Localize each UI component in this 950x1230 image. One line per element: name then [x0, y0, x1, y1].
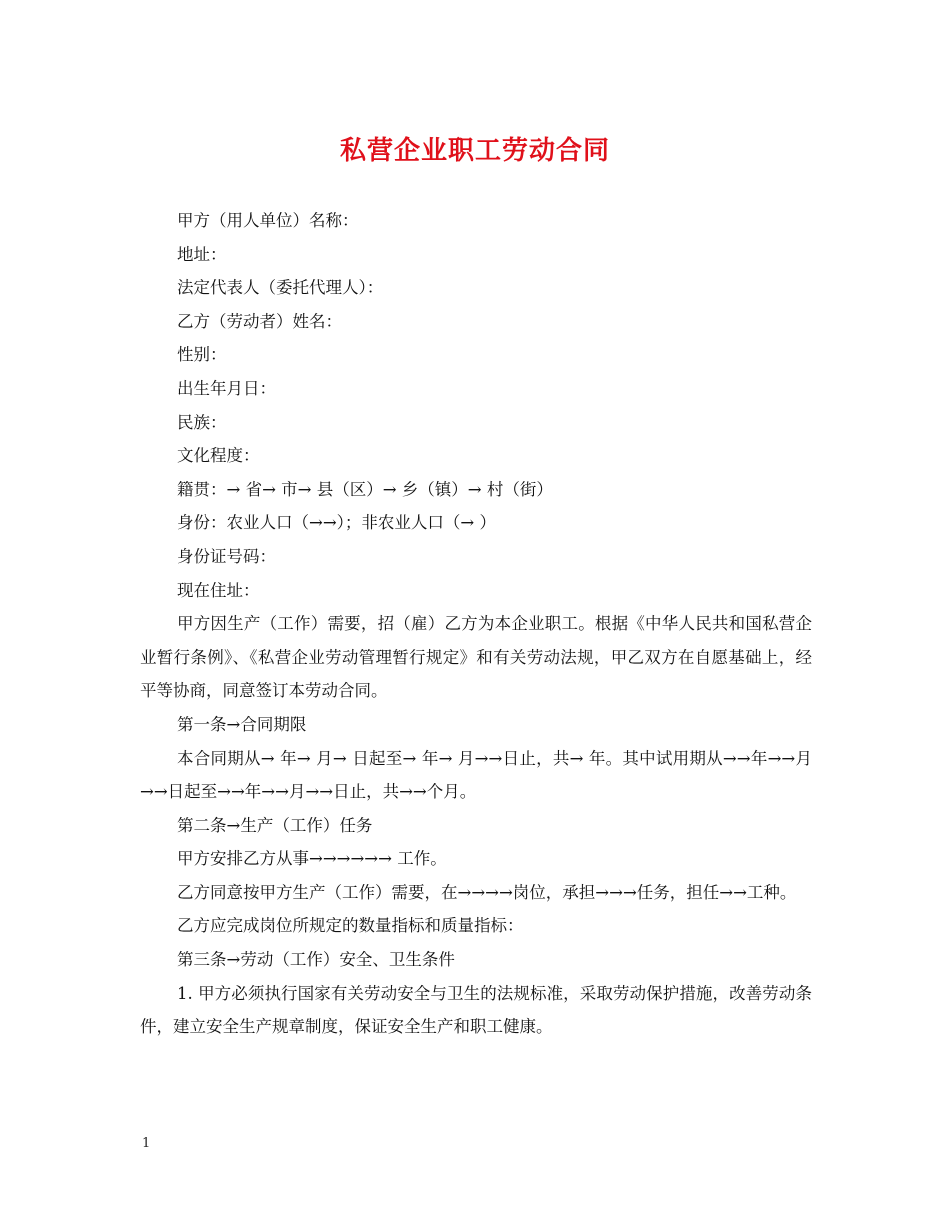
field-legal-representative: 法定代表人（委托代理人）：: [177, 278, 384, 298]
field-ethnicity: 民族：: [177, 412, 227, 432]
field-employee-name: 乙方（劳动者）姓名：: [177, 311, 342, 331]
field-identity: 身份：农业人口（→→）；非农业人口（→ ）: [177, 513, 496, 533]
article-2-heading: 第二条→生产（工作）任务: [177, 815, 373, 835]
field-gender: 性别：: [177, 345, 227, 365]
document-title: 私营企业职工劳动合同: [339, 136, 610, 166]
article-2-text-3: 乙方应完成岗位所规定的数量指标和质量指标：: [177, 916, 524, 936]
article-2-text-2: 乙方同意按甲方生产（工作）需要，在→→→→岗位，承担→→→任务，担任→→工种。: [177, 882, 797, 902]
field-employer-name: 甲方（用人单位）名称：: [177, 211, 359, 230]
field-current-address: 现在住址：: [177, 580, 260, 600]
page-number: 1: [142, 1136, 151, 1151]
article-3-heading: 第三条→劳动（工作）安全、卫生条件: [177, 950, 455, 970]
field-address: 地址：: [177, 244, 227, 264]
article-3-item-1: 1. 甲方必须执行国家有关劳动安全与卫生的法规标准，采取劳动保护措施，改善劳动条件，建立安全生产规章制度，保证安全生产和职工健康。: [140, 983, 812, 1037]
field-birth-date: 出生年月日：: [177, 378, 276, 398]
field-native-place: 籍贯：→ 省→ 市→ 县（区）→ 乡（镇）→ 村（街）: [177, 479, 553, 499]
article-2-text-1: 甲方安排乙方从事→→→→→→ 工作。: [177, 849, 447, 869]
contract-body: [140, 204, 812, 1044]
article-1-heading: 第一条→合同期限: [177, 714, 307, 734]
field-id-number: 身份证号码：: [177, 546, 276, 566]
field-education: 文化程度：: [177, 446, 260, 466]
intro-paragraph: 甲方因生产（工作）需要，招（雇）乙方为本企业职工。根据《中华人民共和国私营企业暂行条例》、《私营企业劳动管理暂行规定》和有关劳动法规，甲乙双方在自愿基础上，经平等协商，同意签订本劳动合同。: [140, 614, 812, 701]
article-1-text: 本合同期从→ 年→ 月→ 日起至→ 年→ 月→→日止，共→ 年。其中试用期从→→年→→月→→日起至→→年→→月→→日止，共→→个月。: [140, 748, 812, 802]
